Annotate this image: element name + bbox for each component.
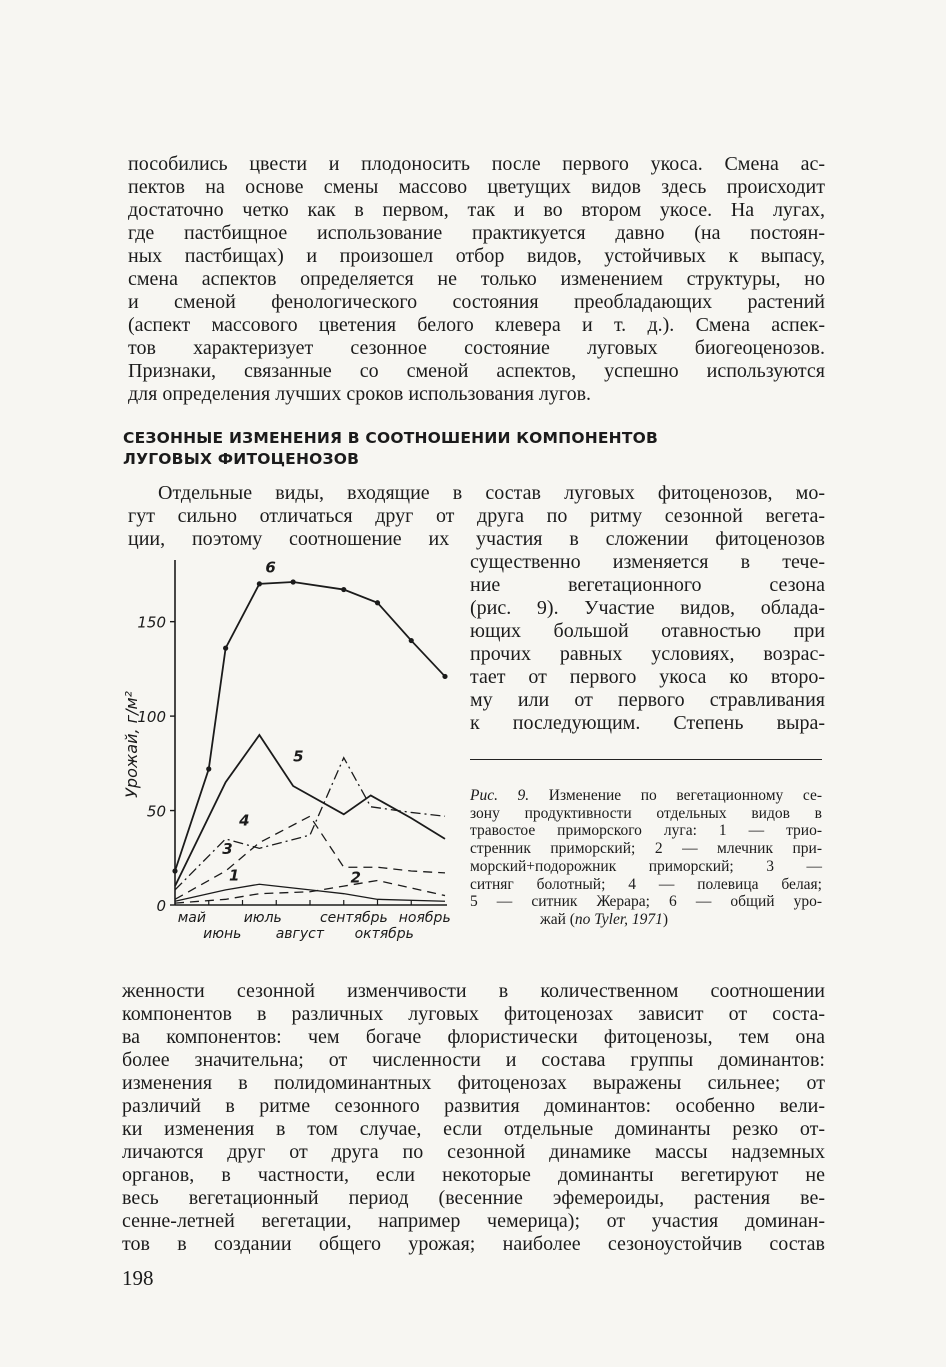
series-line-5 bbox=[175, 735, 445, 886]
caption-line: стренник приморский; 2 — млечник при- bbox=[470, 840, 822, 858]
text-line: к последующим. Степень выра- bbox=[470, 712, 825, 734]
text-line: различий в ритме сезонного развития доминантов: особенно вели- bbox=[122, 1095, 825, 1117]
text-line: для определения лучших сроков использования лугов. bbox=[128, 383, 592, 405]
x-month-label: май bbox=[177, 910, 206, 926]
series-point-6 bbox=[257, 581, 262, 586]
text-line: сенне-летней вегетации, например чемерица); от участия доминан- bbox=[122, 1210, 825, 1232]
text-line: (рис. 9). Участие видов, облада- bbox=[470, 597, 825, 619]
text-line: ных пастбищах) и произошел отбор видов, устойчивых к выпасу, bbox=[128, 245, 825, 267]
text-line: смена аспектов определяется не только изменением структуры, но bbox=[128, 268, 825, 290]
text-line: достаточно четко как в первом, так и во втором укосе. На лугах, bbox=[128, 199, 825, 221]
series-label-6: 6 bbox=[265, 558, 276, 577]
text-line: личаются друг от друга по сезонной динамике массы надземных bbox=[122, 1141, 825, 1163]
text-line: тов характеризует сезонное состояние луговых биогеоценозов. bbox=[128, 337, 825, 359]
series-point-6 bbox=[375, 600, 380, 605]
text-line: органов, в частности, если некоторые доминанты вегетируют не bbox=[122, 1164, 825, 1186]
series-point-6 bbox=[172, 868, 177, 873]
series-line-6 bbox=[175, 582, 445, 871]
series-point-6 bbox=[409, 638, 414, 643]
series-point-6 bbox=[341, 587, 346, 592]
series-label-2: 2 bbox=[350, 868, 361, 887]
text-line: ние вегетационного сезона bbox=[470, 574, 825, 596]
paragraph-2-full bbox=[128, 482, 825, 551]
x-month-label: ноябрь bbox=[398, 910, 451, 926]
series-line-4 bbox=[175, 758, 445, 890]
text-line: весь вегетационный период (весенние эфемероиды, растения ве- bbox=[122, 1187, 825, 1209]
text-line: более значительна; от численности и состава группы доминантов: bbox=[122, 1049, 825, 1071]
text-line: ции, поэтому соотношение их участия в сложении фитоценозов bbox=[128, 528, 825, 550]
text-line: и сменой фенологического состояния преобладающих растений bbox=[128, 291, 825, 313]
x-month-label: август bbox=[275, 926, 325, 942]
caption-title: Рис. 9. bbox=[470, 787, 549, 804]
text-line: женности сезонной изменчивости в количественном соотношении bbox=[122, 980, 825, 1002]
text-line: где пастбищное использование практикуется давно (на постоян- bbox=[128, 222, 825, 244]
text-line: пектов на основе смены массово цветущих видов здесь происходит bbox=[128, 176, 825, 198]
series-point-6 bbox=[442, 674, 447, 679]
caption-line: Рис. 9. Изменение по вегетационному се- bbox=[470, 787, 822, 804]
y-axis-label: Урожай, г/м² bbox=[122, 691, 141, 798]
paragraph-2-wrap bbox=[470, 551, 825, 735]
text-line: Отдельные виды, входящие в состав луговых фитоценозов, мо- bbox=[158, 482, 825, 504]
text-line: ва компонентов: чем богаче флористически фитоценозы, тем она bbox=[122, 1026, 825, 1048]
heading-line: СЕЗОННЫЕ ИЗМЕНЕНИЯ В СООТНОШЕНИИ КОМПОНЕНТОВ bbox=[123, 429, 658, 447]
caption-line: ситняг болотный; 4 — полевица белая; bbox=[470, 875, 822, 893]
text-line: ющих большой отавностью при bbox=[470, 620, 825, 642]
text-line: (аспект массового цветения белого клевера и т. д.). Смена аспек- bbox=[128, 314, 825, 336]
series-label-3: 3 bbox=[222, 840, 233, 858]
series-point-6 bbox=[291, 579, 296, 584]
text-line: прочих равных условиях, возрас- bbox=[470, 643, 825, 665]
text-line: тов в создании общего урожая; наиболее сезоноустойчив состав bbox=[122, 1233, 825, 1255]
text-line: гут сильно отличаться друг от друга по ритму сезонной вегета- bbox=[128, 505, 825, 527]
paragraph-1 bbox=[128, 153, 825, 406]
text-line: тает от первого укоса ко второ- bbox=[470, 666, 825, 688]
caption-rule bbox=[470, 759, 822, 760]
x-month-label: июнь bbox=[203, 926, 242, 942]
caption-line: 5 — ситник Жерара; 6 — общий уро- bbox=[470, 893, 822, 911]
figure-9-chart bbox=[100, 550, 460, 950]
series-label-4: 4 bbox=[239, 811, 250, 830]
caption-line: жай (по Tyler, 1971) bbox=[540, 910, 669, 928]
x-month-label: июль bbox=[243, 910, 282, 926]
caption-line: морский+подорожник приморский; 3 — bbox=[470, 857, 822, 875]
series-label-1: 1 bbox=[229, 866, 240, 885]
x-month-label: октябрь bbox=[354, 926, 414, 942]
figure-caption bbox=[470, 787, 822, 929]
text-line: ки изменения в том случае, если отдельные доминанты резко от- bbox=[122, 1118, 825, 1140]
text-line: изменения в полидоминантных фитоценозах выражены сильнее; от bbox=[122, 1072, 825, 1094]
text-line: пособились цвести и плодоносить после первого укоса. Смена ас- bbox=[128, 153, 825, 175]
y-tick-label: 0 bbox=[156, 897, 166, 915]
heading-line: ЛУГОВЫХ ФИТОЦЕНОЗОВ bbox=[123, 450, 360, 468]
text-line: му или от первого стравливания bbox=[470, 689, 825, 711]
series-label-5: 5 bbox=[293, 747, 304, 766]
caption-source: по Tyler, 1971 bbox=[574, 910, 663, 928]
y-tick-label: 50 bbox=[146, 802, 166, 821]
caption-line: травостое приморского луга: 1 — трио- bbox=[470, 822, 822, 840]
y-tick-label: 150 bbox=[137, 613, 166, 632]
text-line: существенно изменяется в тече- bbox=[470, 551, 825, 573]
series-point-6 bbox=[223, 646, 228, 651]
y-tick-label: 100 bbox=[137, 708, 166, 727]
section-heading bbox=[123, 428, 683, 470]
paragraph-3 bbox=[122, 980, 825, 1256]
series-point-6 bbox=[206, 766, 211, 771]
caption-line: зону продуктивности отдельных видов в bbox=[470, 804, 822, 822]
text-line: Признаки, связанные со сменой аспектов, успешно используются bbox=[128, 360, 825, 382]
page-number: 198 bbox=[122, 1266, 154, 1290]
x-month-label: сентябрь bbox=[319, 910, 388, 926]
text-line: компонентов в различных луговых фитоценозах зависит от соста- bbox=[122, 1003, 825, 1025]
